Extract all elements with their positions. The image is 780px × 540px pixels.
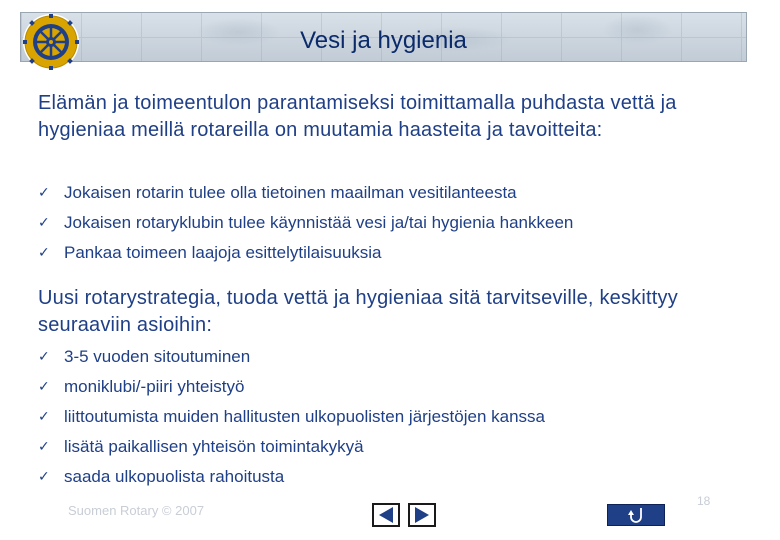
- list-item: [38, 208, 758, 238]
- slide-title: Vesi ja hygienia: [300, 27, 467, 54]
- list-item-text: saada ulkopuolista rahoitusta: [64, 467, 285, 486]
- page-number: 18: [697, 494, 711, 508]
- check-icon: ✓: [38, 379, 50, 395]
- check-icon: ✓: [38, 439, 50, 455]
- check-icon: ✓: [38, 215, 50, 231]
- rotary-logo-icon: [22, 13, 80, 71]
- check-icon: ✓: [38, 469, 50, 485]
- list-item: [38, 402, 758, 432]
- list-item-text: liittoutumista muiden hallitusten ulkopuolisten järjestöjen kanssa: [64, 407, 545, 426]
- title-banner: [20, 12, 747, 62]
- list-item: [38, 432, 758, 462]
- copyright-text: Suomen Rotary © 2007: [68, 503, 205, 518]
- list-item-text: Jokaisen rotarin tulee olla tietoinen maailman vesitilanteesta: [64, 183, 517, 202]
- list-item-text: Jokaisen rotaryklubin tulee käynnistää vesi ja/tai hygienia hankkeen: [64, 213, 574, 232]
- triangle-right-icon: [413, 506, 431, 524]
- list-item: [38, 462, 758, 492]
- return-arrow-icon: [627, 506, 647, 524]
- triangle-left-icon: [377, 506, 395, 524]
- section2-intro: Uusi rotarystrategia, tuoda vettä ja hygieniaa sitä tarvitseville, keskittyy seuraaviin asioihin:: [38, 287, 678, 336]
- list-item-text: 3-5 vuoden sitoutuminen: [64, 347, 251, 366]
- check-icon: ✓: [38, 185, 50, 201]
- check-icon: ✓: [38, 349, 50, 365]
- strategy-list: [38, 342, 758, 492]
- list-item-text: lisätä paikallisen yhteisön toimintakykyä: [64, 437, 364, 456]
- list-item: [38, 342, 758, 372]
- challenges-list: [38, 178, 758, 268]
- list-item: [38, 372, 758, 402]
- list-item: [38, 238, 758, 268]
- next-slide-button[interactable]: [408, 503, 436, 527]
- return-button[interactable]: [607, 504, 665, 526]
- list-item-text: moniklubi/-piiri yhteistyö: [64, 377, 245, 396]
- previous-slide-button[interactable]: [372, 503, 400, 527]
- check-icon: ✓: [38, 409, 50, 425]
- list-item-text: Pankaa toimeen laajoja esittelytilaisuuksia: [64, 243, 382, 262]
- check-icon: ✓: [38, 245, 50, 261]
- list-item: [38, 178, 758, 208]
- section1-intro: Elämän ja toimeentulon parantamiseksi toimittamalla puhdasta vettä ja hygieniaa meillä rotareilla on muutamia haasteita ja tavoitteita:: [38, 92, 677, 141]
